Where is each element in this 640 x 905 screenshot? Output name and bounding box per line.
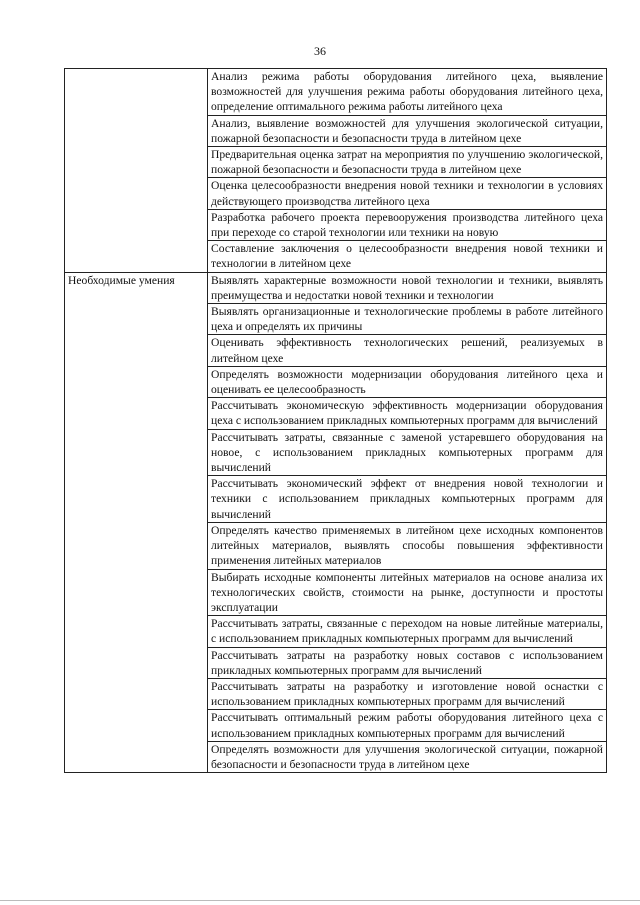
row-text: Определять возможности для улучшения экологической ситуации, пожарной безопасности и безопасности труда в литейном цехе [208, 741, 607, 772]
row-text: Определять возможности модернизации оборудования литейного цеха и оценивать ее целесообразность [208, 366, 607, 397]
table-row [65, 272, 607, 303]
row-text: Анализ, выявление возможностей для улучшения экологической ситуации, пожарной безопасности и безопасности труда в литейном цехе [208, 115, 607, 146]
table-row [65, 69, 607, 116]
row-text: Анализ режима работы оборудования литейного цеха, выявление возможностей для улучшения режима работы оборудования литейного цеха, определение оптимального режима работы литейного цеха [208, 69, 607, 116]
competency-table [64, 68, 607, 773]
row-text: Оценивать эффективность технологических решений, реализуемых в литейном цехе [208, 335, 607, 366]
row-text: Рассчитывать затраты, связанные с заменой устаревшего оборудования на новое, с использованием прикладных компьютерных программ для вычислений [208, 429, 607, 476]
row-text: Рассчитывать затраты на разработку и изготовление новой оснастки с использованием прикладных компьютерных программ для вычислений [208, 678, 607, 709]
row-text: Рассчитывать затраты, связанные с переходом на новые литейные материалы, с использованием прикладных компьютерных программ для вычислений [208, 616, 607, 647]
row-text: Выявлять организационные и технологические проблемы в работе литейного цеха и определять их причины [208, 304, 607, 335]
section-label-required-skills: Необходимые умения [65, 272, 208, 773]
section-label [65, 69, 208, 273]
row-text: Выявлять характерные возможности новой технологии и техники, выявлять преимущества и недостатки новой техники и технологии [208, 272, 607, 303]
row-text: Рассчитывать затраты на разработку новых составов с использованием прикладных компьютерных программ для вычислений [208, 647, 607, 678]
row-text: Рассчитывать оптимальный режим работы оборудования литейного цеха с использованием прикладных компьютерных программ для вычислений [208, 710, 607, 741]
row-text: Предварительная оценка затрат на мероприятия по улучшению экологической, пожарной безопасности и безопасности труда в литейном цехе [208, 147, 607, 178]
row-text: Составление заключения о целесообразности внедрения новой техники и технологии в литейном цехе [208, 241, 607, 272]
row-text: Выбирать исходные компоненты литейных материалов на основе анализа их технологических свойств, стоимости на рынке, доступности и простоты эксплуатации [208, 569, 607, 616]
row-text: Рассчитывать экономическую эффективность модернизации оборудования цеха с использованием прикладных компьютерных программ для вычислений [208, 398, 607, 429]
row-text: Оценка целесообразности внедрения новой техники и технологии в условиях действующего производства литейного цеха [208, 178, 607, 209]
page-number: 36 [314, 44, 326, 58]
row-text: Разработка рабочего проекта перевооружения производства литейного цеха при переходе со старой технологии или техники на новую [208, 209, 607, 240]
page-edge-line [0, 900, 640, 901]
row-text: Рассчитывать экономический эффект от внедрения новой технологии и техники с использованием прикладных компьютерных программ для вычислений [208, 476, 607, 523]
row-text: Определять качество применяемых в литейном цехе исходных компонентов литейных материалов, выявлять способы повышения эффективности применения литейных материалов [208, 522, 607, 569]
